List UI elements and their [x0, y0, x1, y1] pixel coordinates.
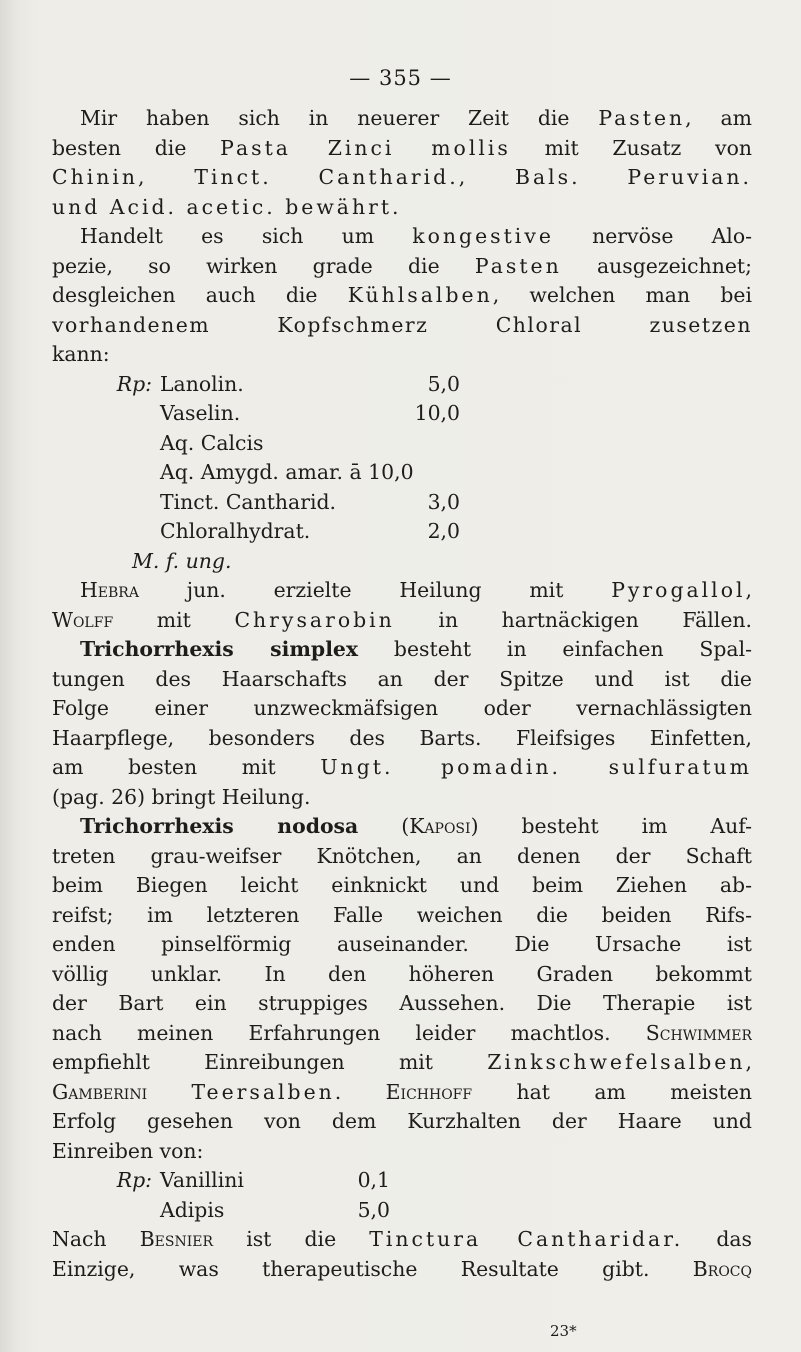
text-line: besten die Pasta Zinci mollis mit Zusatz von: [52, 135, 752, 160]
signature-mark: 23*: [550, 1322, 577, 1340]
text-line: Nach Besnier ist die Tinctura Cantharidar. das: [52, 1227, 752, 1251]
text-line: und Acid. acetic. bewährt.: [52, 194, 402, 219]
recipe-row: Adipis 5,0: [160, 1197, 390, 1222]
text-line: nach meinen Erfahrungen leider machtlos. Schwimmer: [52, 1020, 752, 1045]
text-line: Trichorrhexis nodosa (Kaposi) besteht im Auf-: [80, 814, 752, 838]
page-number: — 355 —: [349, 66, 452, 90]
text-line: tungen des Haarschafts an der Spitze und ist die: [52, 666, 752, 691]
recipe-row: Aq. Amygd. amar. ā 10,0: [160, 460, 414, 484]
text-line: Hebra jun. erzielte Heilung mit Pyrogallol,: [80, 578, 752, 602]
text-line: vorhandenem Kopfschmerz Chloral zusetzen: [52, 312, 752, 337]
text-line: Wolff mit Chrysarobin in hartnäckigen Fällen.: [52, 607, 752, 632]
text-line: Einzige, was therapeutische Resultate gibt. Brocq: [52, 1256, 752, 1281]
text-line: Handelt es sich um kongestive nervöse Alo-: [80, 224, 752, 248]
text-line: (pag. 26) bringt Heilung.: [52, 784, 311, 809]
text-line: Haarpflege, besonders des Barts. Fleifsiges Einfetten,: [52, 725, 752, 750]
recipe-row: Chloralhydrat. 2,0: [160, 519, 460, 543]
recipe-row: Tinct. Cantharid. 3,0: [160, 489, 460, 514]
recipe-row: Rp: Vanillini 0,1: [116, 1168, 390, 1192]
recipe-instruction: M. f. ung.: [132, 548, 232, 573]
text-line: kann:: [52, 342, 110, 366]
text-line: Trichorrhexis simplex besteht in einfachen Spal-: [80, 637, 752, 661]
text-line: pezie, so wirken grade die Pasten ausgezeichnet;: [52, 253, 752, 278]
recipe-row: Rp: Lanolin. 5,0: [116, 371, 460, 396]
text-line: reifst; im letzteren Falle weichen die beiden Rifs-: [52, 902, 752, 927]
text-line: völlig unklar. In den höheren Graden bekommt: [52, 961, 752, 986]
text-line: der Bart ein struppiges Aussehen. Die Therapie ist: [52, 991, 752, 1015]
text-line: Einreiben von:: [52, 1138, 204, 1163]
text-line: desgleichen auch die Kühlsalben, welchen man bei: [52, 283, 752, 307]
text-line: Erfolg gesehen von dem Kurzhalten der Haare und: [52, 1109, 752, 1133]
text-line: empfiehlt Einreibungen mit Zinkschwefelsalben,: [52, 1050, 752, 1074]
text-line: enden pinselförmig auseinander. Die Ursache ist: [52, 932, 752, 956]
recipe-row: Vaselin. 10,0: [160, 401, 460, 425]
text-line: beim Biegen leicht einknickt und beim Ziehen ab-: [52, 873, 752, 897]
text-line: treten grau-weifser Knötchen, an denen der Schaft: [52, 843, 752, 868]
text-line: Chinin, Tinct. Cantharid., Bals. Peruvian.: [52, 165, 752, 189]
text-line: Gamberini Teersalben. Eichhoff hat am meisten: [52, 1079, 752, 1104]
recipe-row: Aq. Calcis: [160, 430, 264, 455]
text-line: Mir haben sich in neuerer Zeit die Pasten, am: [80, 106, 752, 130]
text-line: am besten mit Ungt. pomadin. sulfuratum: [52, 755, 752, 779]
body-text: [52, 104, 752, 1284]
text-line: Folge einer unzweckmäfsigen oder vernachlässigten: [52, 696, 752, 720]
